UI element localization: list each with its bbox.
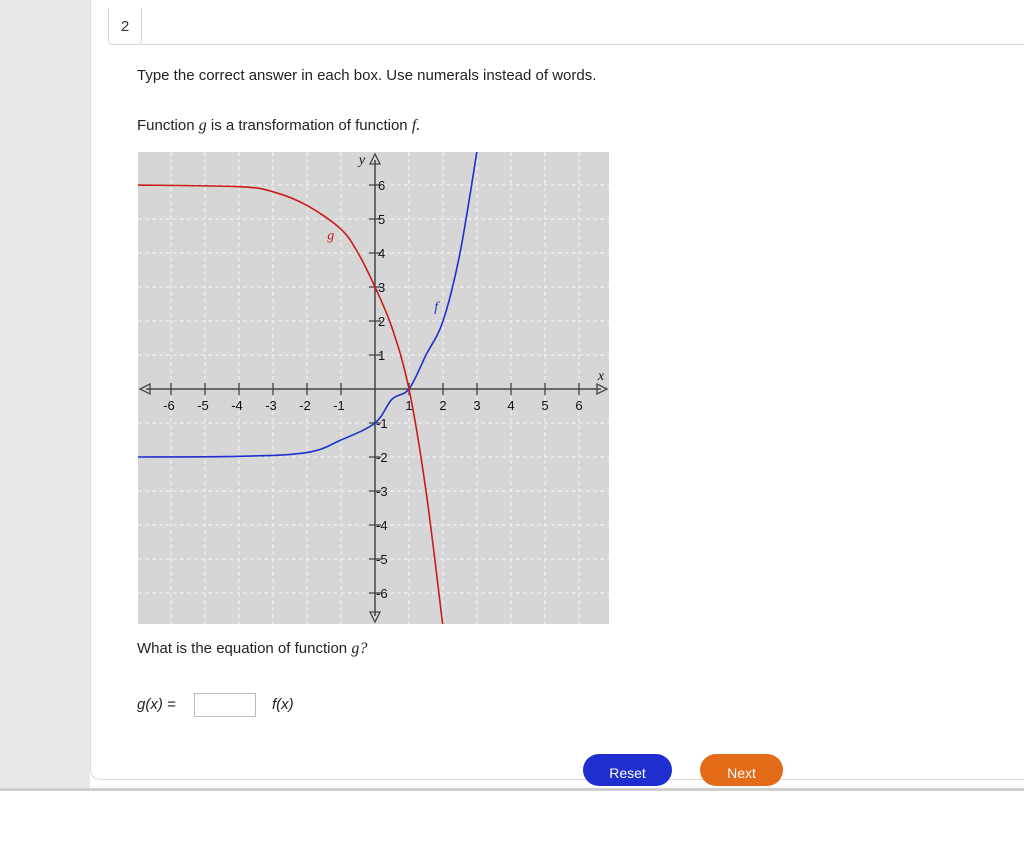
y-tick-label: 4 [378,246,386,261]
x-tick-label: 4 [507,398,515,413]
equation-lhs: g(x) = [137,696,176,713]
x-tick-label: -6 [163,398,175,413]
left-gutter [0,0,90,788]
x-tick-label: -3 [265,398,277,413]
reset-button[interactable]: Reset [583,754,672,786]
x-tick-label: 6 [575,398,583,413]
y-tick-label: -1 [376,416,388,431]
y-tick-label: 1 [378,348,386,363]
y-tick-label: -5 [376,552,388,567]
answer-input[interactable] [194,693,256,717]
curve-label-f: f [434,299,439,315]
plot-background [138,152,609,624]
question-number: 2 [108,8,142,45]
y-tick-label: 2 [378,314,386,329]
x-tick-label: 3 [473,398,481,413]
x-axis-label: x [597,369,605,384]
card-divider [141,44,1024,45]
y-tick-label: -2 [376,450,388,465]
y-tick-label: -6 [376,586,388,601]
x-tick-label: -2 [299,398,311,413]
y-tick-label: -3 [376,484,388,499]
question-prompt: What is the equation of function g? [137,640,368,657]
x-tick-label: -4 [231,398,243,413]
problem-statement: Function g is a transformation of function f. [137,117,421,134]
y-tick-label: -4 [376,518,388,533]
y-tick-label: 6 [378,178,386,193]
curve-label-g: g [327,228,335,244]
function-graph [138,152,609,624]
y-axis-label: y [358,153,366,168]
x-tick-label: 5 [541,398,549,413]
x-tick-label: 2 [439,398,447,413]
y-tick-label: 5 [378,212,386,227]
equation-rhs: f(x) [272,696,294,713]
x-tick-label: -5 [197,398,209,413]
instruction-text: Type the correct answer in each box. Use numerals instead of words. [137,67,597,84]
x-tick-label: 1 [405,398,413,413]
next-button[interactable]: Next [700,754,783,786]
page-footer [0,788,1024,843]
y-tick-label: 3 [378,280,386,295]
x-tick-label: -1 [333,398,345,413]
